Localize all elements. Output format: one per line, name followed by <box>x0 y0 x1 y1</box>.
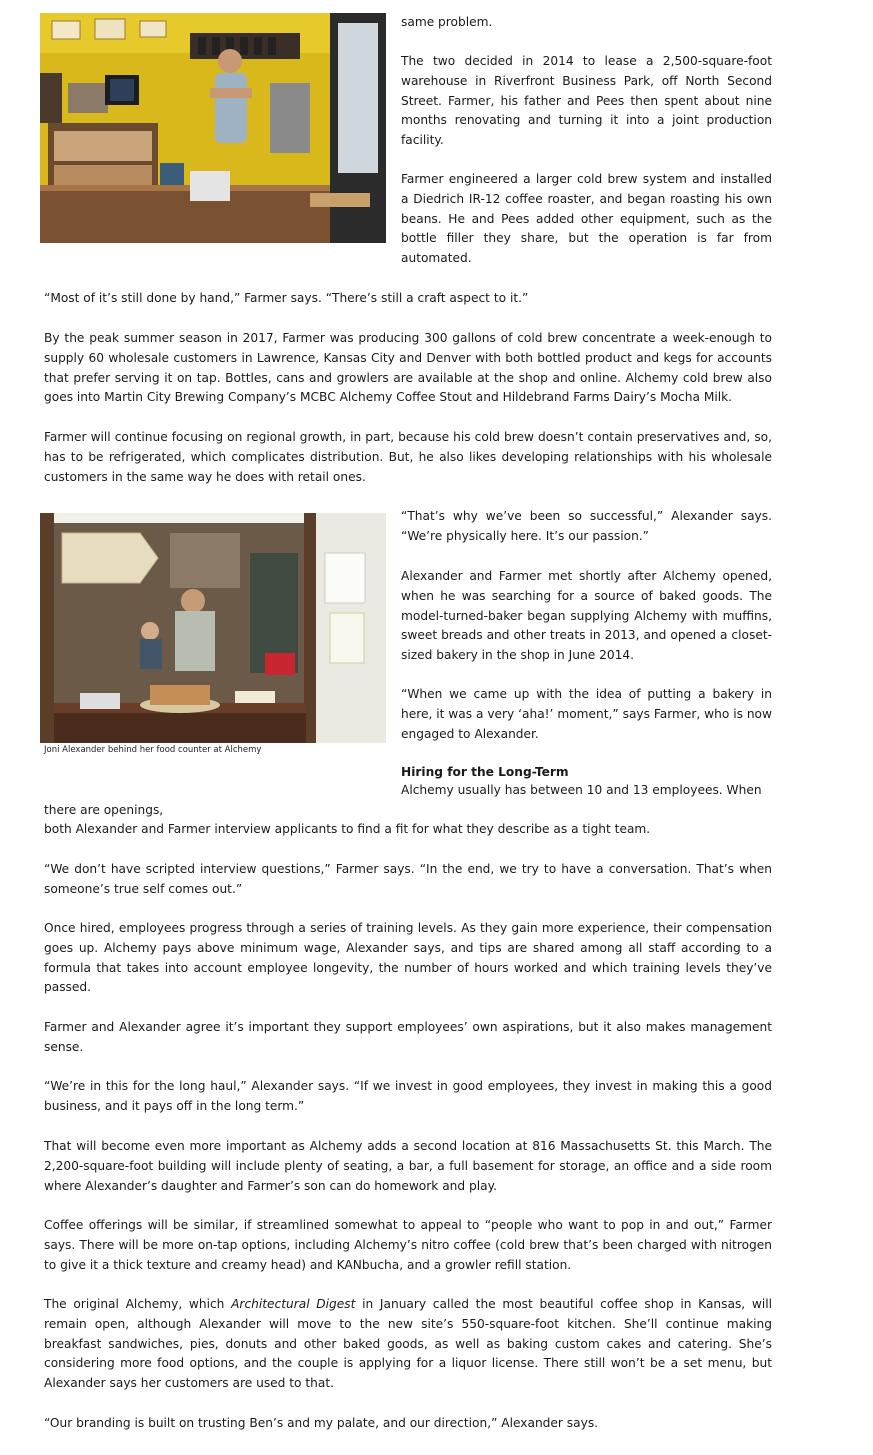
article-paragraph: By the peak summer season in 2017, Farmer was producing 300 gallons of cold brew concentrate a week-enough to supply 60 wholesale customers in Lawrence, Kansas City and Denver with both bottled product and kegs for accounts that prefer serving it on tap. Bottles, cans and growlers are available at the shop and online. Alchemy cold brew also goes into Martin City Brewing Company’s MCBC Alchemy Coffee Stout and Hildebrand Farms Dairy’s Mocha Milk. <box>44 331 772 405</box>
article-quote: “When we came up with the idea of putting a bakery in here, it was a very ‘aha!’ moment,” says Farmer, who is now engaged to Alexander. <box>401 687 772 741</box>
article-paragraph: That will become even more important as Alchemy adds a second location at 816 Massachusetts St. this March. The 2,200-square-foot building will include plenty of seating, a bar, a full basement for storage, an office and a side room where Alexander’s daughter and Farmer’s son can do homework and play. <box>44 1139 772 1193</box>
publication-name: Architectural Digest <box>231 1297 356 1311</box>
article-quote: “That’s why we’ve been so successful,” Alexander says. “We’re physically here. It’s our passion.” <box>401 509 772 543</box>
article-paragraph: The two decided in 2014 to lease a 2,500-square-foot warehouse in Riverfront Business Park, off North Second Street. Farmer, his father and Pees then spent about nine months renovating and turning it into a joint production facility. <box>401 54 772 148</box>
article-quote: “We’re in this for the long haul,” Alexander says. “If we invest in good employees, they invest in making this a good business, and it pays off in the long term.” <box>44 1079 772 1113</box>
article-paragraph: Farmer will continue focusing on regional growth, in part, because his cold brew doesn’t contain preservatives and, so, has to be refrigerated, which complicates distribution. But, he also likes developing relationships with his wholesale customers in the same way he does with retail ones. <box>44 430 772 484</box>
article-paragraph: both Alexander and Farmer interview applicants to find a fit for what they describe as a tight team. <box>44 822 651 836</box>
bakery-counter-photo <box>40 513 386 743</box>
article-paragraph: same problem. <box>401 15 493 29</box>
photo-caption: Joni Alexander behind her food counter at Alchemy <box>44 745 262 755</box>
article-quote: “Our branding is built on trusting Ben’s and my palate, and our direction,” Alexander says. <box>44 1416 599 1430</box>
section-heading: Hiring for the Long-Term <box>401 765 569 779</box>
article-paragraph: Farmer and Alexander agree it’s important they support employees’ own aspirations, but it also makes management sense. <box>44 1020 772 1054</box>
coffee-counter-photo <box>40 13 386 243</box>
article-paragraph <box>44 1295 772 1394</box>
article-text: in January called the most beautiful coffee shop in Kansas, will remain open, although Alexander will move to the new site’s 550-square-foot kitchen. She’ll continue making breakfast sandwiches, pies, donuts and other baked goods, as well as baking custom cakes and catering. She’s considering more food options, and the couple is applying for a liquor license. There still won’t be a set menu, but Alexander says her customers are used to that. <box>44 1297 773 1391</box>
article-text: The original Alchemy, which <box>44 1297 232 1311</box>
article-paragraph: Coffee offerings will be similar, if streamlined somewhat to appeal to “people who want to pop in and out,” Farmer says. There will be more on-tap options, including Alchemy’s nitro coffee (cold brew that’s been charged with nitrogen to give it a thick texture and creamy head) and KANbucha, and a growler refill station. <box>44 1218 772 1272</box>
article-quote: “We don’t have scripted interview questions,” Farmer says. “In the end, we try to have a conversation. That’s when someone’s true self comes out.” <box>44 862 772 896</box>
article-paragraph: Alchemy usually has between 10 and 13 employees. When <box>401 783 762 797</box>
article-quote: “Most of it’s still done by hand,” Farmer says. “There’s still a craft aspect to it.” <box>44 291 529 305</box>
article-paragraph: Once hired, employees progress through a series of training levels. As they gain more experience, their compensation goes up. Alchemy pays above minimum wage, Alexander says, and tips are shared among all staff according to a formula that takes into account employee longevity, the number of hours worked and which training levels they’ve passed. <box>44 921 772 995</box>
article-paragraph: there are openings, <box>44 803 164 817</box>
article-paragraph: Alexander and Farmer met shortly after Alchemy opened, when he was searching for a source of baked goods. The model-turned-baker began supplying Alchemy with muffins, sweet breads and other treats in 2013, and opened a closet-sized bakery in the shop in June 2014. <box>401 569 772 663</box>
article-paragraph: Farmer engineered a larger cold brew system and installed a Diedrich IR-12 coffee roaster, and began roasting his own beans. He and Pees added other equipment, such as the bottle filler they share, but the operation is far from automated. <box>401 172 772 266</box>
